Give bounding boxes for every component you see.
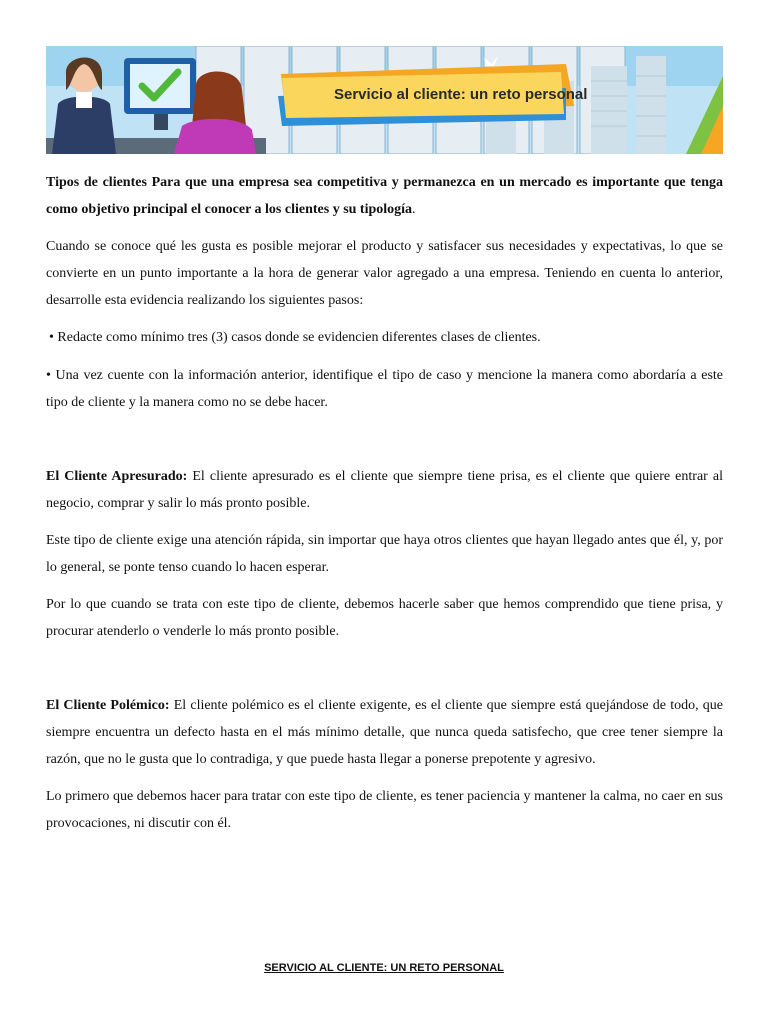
section-text: El cliente polémico es el cliente exigente, es el cliente que siempre está quejándose de todo, que siempre encuentra un defecto hasta en el más mínimo detalle, que nunca queda satisfecho, que cree tener siempre la razón, que no le gusta que lo contradiga, y que puede hasta llegar a ponerse prepotente y agresivo. (46, 698, 724, 767)
section-text: El cliente apresurado es el cliente que siempre tiene prisa, es el cliente que quiere entrar al negocio, comprar y salir lo más pronto posible. (46, 469, 723, 511)
section-apresurado (46, 463, 723, 517)
section-title: El Cliente Polémico: (46, 698, 170, 713)
section-paragraph: Este tipo de cliente exige una atención rápida, sin importar que haya otros clientes que hayan llegado antes que él, y, por lo general, se ponte tenso cuando lo hacen esperar. (46, 533, 723, 575)
header-banner (46, 46, 723, 154)
intro-paragraph: Cuando se conoce qué les gusta es posible mejorar el producto y satisfacer sus necesidades y expectativas, lo que se convierte en un punto importante a la hora de generar valor agregado a una empresa. Teniendo en cuenta lo anterior, desarrolle esta evidencia realizando los siguientes pasos: (46, 239, 723, 308)
document-body (46, 170, 723, 837)
bullet-item (46, 362, 723, 416)
bullet-icon: • (46, 368, 51, 383)
page-footer: SERVICIO AL CLIENTE: UN RETO PERSONAL (264, 962, 504, 974)
intro-heading-end: . (412, 202, 416, 217)
intro-heading-bold: Tipos de clientes Para que una empresa sea competitiva y permanezca en un mercado es importante que tenga como objetivo principal el conocer a los clientes y su tipología (46, 175, 723, 217)
bullet-text: Una vez cuente con la información anterior, identifique el tipo de caso y mencione la manera como abordaría a este tipo de cliente y la manera como no se debe hacer. (46, 368, 723, 410)
bullet-icon: • (49, 330, 54, 345)
banner-title: Servicio al cliente: un reto personal (334, 86, 588, 103)
bullet-item (46, 324, 723, 351)
section-polemico (46, 692, 723, 773)
section-paragraph: Lo primero que debemos hacer para tratar con este tipo de cliente, es tener paciencia y mantener la calma, no caer en sus provocaciones, ni discutir con él. (46, 789, 723, 831)
section-title: El Cliente Apresurado: (46, 469, 188, 484)
bullet-text: Redacte como mínimo tres (3) casos donde se evidencien diferentes clases de clientes. (57, 330, 541, 345)
section-paragraph: Por lo que cuando se trata con este tipo de cliente, debemos hacerle saber que hemos comprendido que tiene prisa, y procurar atenderlo o venderle lo más pronto posible. (46, 597, 723, 639)
intro-heading (46, 169, 723, 223)
